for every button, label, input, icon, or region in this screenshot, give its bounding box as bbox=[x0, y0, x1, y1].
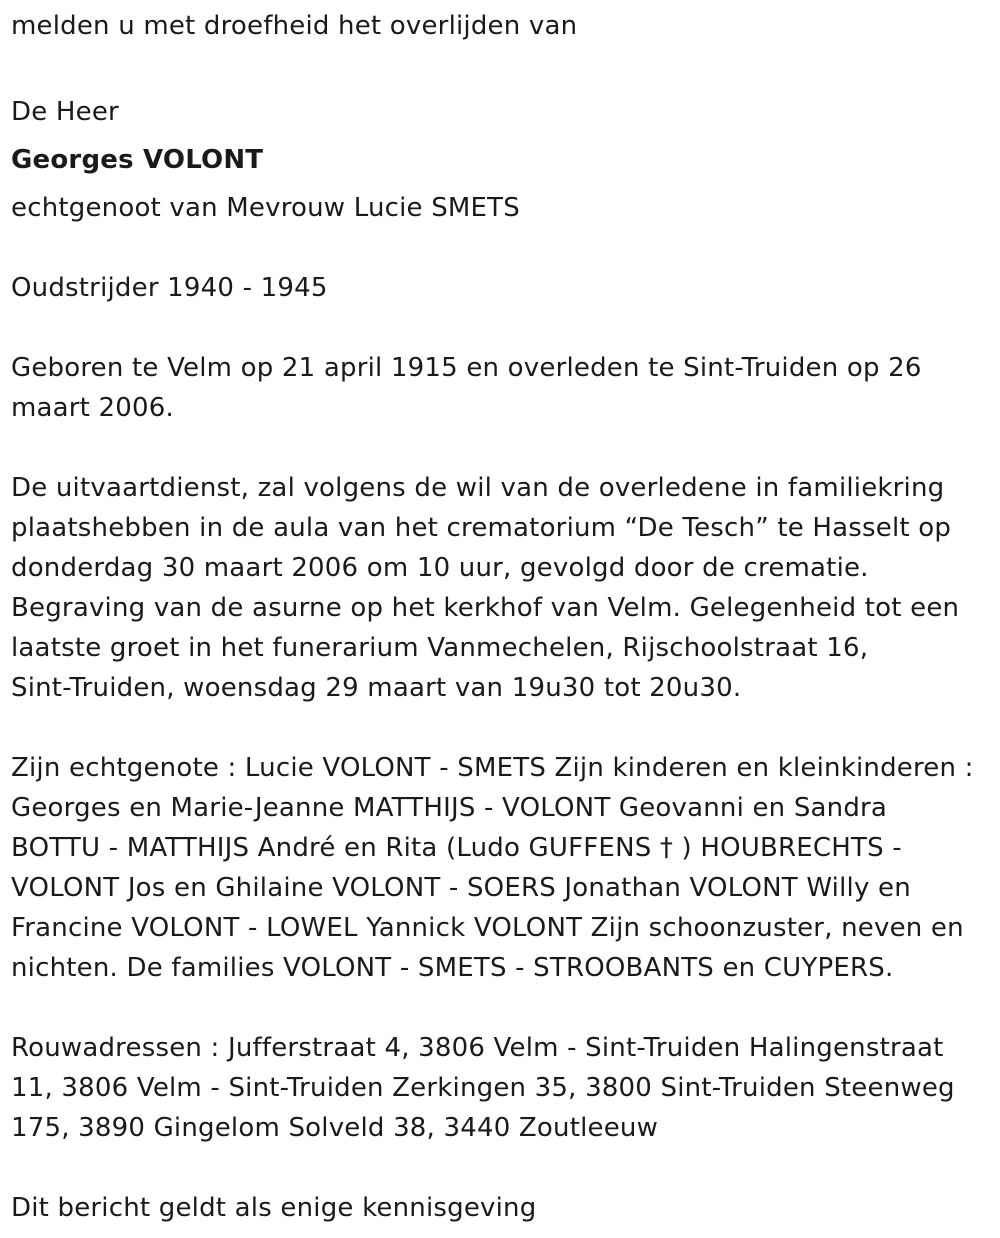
funeral-line: Begraving van de asurne op het kerkhof van Velm. Gelegenheid tot een bbox=[11, 593, 960, 623]
spacer bbox=[11, 428, 986, 468]
closing-text: Dit bericht geldt als enige kennisgeving bbox=[11, 1193, 537, 1223]
address-paragraph bbox=[11, 1028, 986, 1148]
spacer bbox=[11, 1148, 986, 1188]
deceased-name: Georges VOLONT bbox=[11, 145, 264, 175]
funeral-line: De uitvaartdienst, zal volgens de wil van de overledene in familiekring bbox=[11, 473, 945, 503]
spacer bbox=[11, 708, 986, 748]
address-line: 11, 3806 Velm - Sint-Truiden Zerkingen 35, 3800 Sint-Truiden Steenweg bbox=[11, 1073, 955, 1103]
spacer bbox=[11, 988, 986, 1028]
spacer bbox=[11, 46, 986, 86]
funeral-line: donderdag 30 maart 2006 om 10 uur, gevolgd door de crematie. bbox=[11, 553, 869, 583]
family-line: nichten. De families VOLONT - SMETS - STROOBANTS en CUYPERS. bbox=[11, 953, 894, 983]
family-line: Francine VOLONT - LOWEL Yannick VOLONT Zijn schoonzuster, neven en bbox=[11, 913, 964, 943]
family-line: BOTTU - MATTHIJS André en Rita (Ludo GUFFENS † ) HOUBRECHTS - bbox=[11, 833, 902, 863]
address-line: Rouwadressen : Jufferstraat 4, 3806 Velm - Sint-Truiden Halingenstraat bbox=[11, 1033, 944, 1063]
funeral-paragraph bbox=[11, 468, 986, 708]
honorific-title: De Heer bbox=[11, 97, 119, 127]
birth-death-paragraph: Geboren te Velm op 21 april 1915 en overleden te Sint-Truiden op 26 maart 2006. bbox=[11, 353, 922, 423]
address-line: 175, 3890 Gingelom Solveld 38, 3440 Zoutleeuw bbox=[11, 1113, 659, 1143]
family-line: Georges en Marie-Jeanne MATTHIJS - VOLONT Geovanni en Sandra bbox=[11, 793, 888, 823]
family-paragraph bbox=[11, 748, 986, 988]
family-line: Zijn echtgenote : Lucie VOLONT - SMETS Zijn kinderen en kleinkinderen : bbox=[11, 753, 974, 783]
intro-text: melden u met droefheid het overlijden van bbox=[11, 11, 578, 41]
spacer bbox=[11, 308, 986, 348]
funeral-line: plaatshebben in de aula van het crematorium “De Tesch” te Hasselt op bbox=[11, 513, 952, 543]
veteran-line: Oudstrijder 1940 - 1945 bbox=[11, 273, 328, 303]
funeral-line: Sint-Truiden, woensdag 29 maart van 19u30 tot 20u30. bbox=[11, 673, 742, 703]
spacer bbox=[11, 228, 986, 268]
family-line: VOLONT Jos en Ghilaine VOLONT - SOERS Jonathan VOLONT Willy en bbox=[11, 873, 911, 903]
funeral-line: laatste groet in het funerarium Vanmechelen, Rijschoolstraat 16, bbox=[11, 633, 869, 663]
spouse-line: echtgenoot van Mevrouw Lucie SMETS bbox=[11, 193, 520, 223]
